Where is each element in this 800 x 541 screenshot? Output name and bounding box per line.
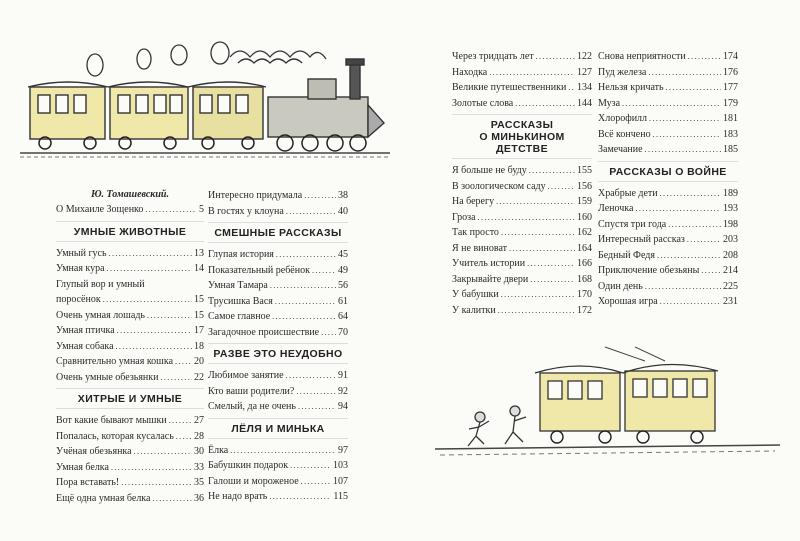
toc-entry[interactable]: [208, 489, 348, 505]
entry-page: 35: [194, 477, 204, 488]
entry-title: Один день: [598, 280, 643, 292]
entry-title: У бабушки: [452, 289, 499, 300]
entry-page: 162: [577, 227, 592, 238]
entry-title: Приключение обезьяны: [598, 265, 700, 276]
entry-title: Загадочное происшествие: [208, 326, 320, 338]
entry-page: 15: [194, 309, 204, 321]
entry-title: В гостях у клоуна: [208, 205, 284, 217]
entry-title: Кто ваши родители?: [208, 385, 295, 397]
toc-entry[interactable]: [452, 241, 592, 257]
toc-entry[interactable]: [598, 217, 738, 233]
toc-entry[interactable]: [208, 368, 348, 384]
entry-title: Интересно придумала: [208, 190, 303, 201]
toc-entry[interactable]: [452, 210, 592, 226]
toc-entry[interactable]: [208, 188, 348, 204]
entry-title: Ещё одна умная белка: [56, 492, 151, 504]
entry-page: 13: [194, 247, 204, 259]
section-title: УМНЫЕ ЖИВОТНЫЕ: [73, 225, 187, 238]
entry-page: 38: [338, 190, 348, 201]
entry-page: 45: [338, 249, 348, 260]
entry-title: Учитель истории: [452, 258, 526, 269]
entry-title: Умная собака: [56, 340, 114, 352]
toc-entry[interactable]: [452, 272, 592, 288]
entry-title: Смелый, да не очень: [208, 401, 296, 412]
entry-page: 33: [194, 461, 204, 473]
entry-page: 107: [333, 475, 348, 487]
entry-page: 5: [199, 204, 204, 215]
toc-entry[interactable]: [56, 370, 204, 386]
entry-title: Снова неприятности: [598, 51, 686, 62]
toc-entry[interactable]: [598, 232, 738, 248]
entry-page: 172: [577, 304, 592, 316]
entry-page: 164: [577, 242, 592, 254]
entry-title: поросёнок: [56, 294, 101, 305]
entry-title: Муза: [598, 97, 621, 109]
entry-title: Я не виноват: [452, 242, 508, 254]
entry-page: 30: [194, 446, 204, 457]
section-title: ХИТРЫЕ И УМНЫЕ: [77, 393, 183, 405]
entry-page: 27: [194, 415, 204, 426]
toc-entry[interactable]: [452, 303, 592, 319]
entry-page: 40: [338, 205, 348, 217]
entry-page: 174: [723, 51, 738, 62]
entry-page: 36: [194, 492, 204, 504]
toc-entry[interactable]: [598, 186, 738, 202]
entry-title: Хорошая игра: [598, 296, 658, 307]
toc-entry[interactable]: [208, 278, 348, 294]
entry-page: 179: [723, 97, 738, 109]
toc-entry[interactable]: [598, 111, 738, 127]
entry-page: 127: [577, 66, 592, 78]
entry-page: 49: [338, 264, 348, 276]
entry-title: Умная птичка: [56, 325, 115, 336]
entry-title: Пуд железа: [598, 66, 647, 78]
entry-title: Находка: [452, 66, 488, 78]
entry-title: Сравнительно умная кошка: [56, 356, 174, 367]
entry-page: 193: [723, 203, 738, 214]
toc-entry[interactable]: [598, 80, 738, 96]
entry-title: Великие путешественники: [452, 82, 567, 93]
entry-title: Интересный рассказ: [598, 234, 685, 245]
entry-page: 198: [723, 218, 738, 230]
toc-entry[interactable]: [598, 294, 738, 310]
toc-entry[interactable]: [56, 246, 204, 262]
toc-entry[interactable]: [452, 49, 592, 65]
entry-title: Пора вставать!: [56, 477, 120, 488]
entry-title: Замечание: [598, 144, 643, 155]
entry-title: О Михаиле Зощенко: [56, 204, 144, 215]
entry-page: 20: [194, 356, 204, 367]
entry-title: Спустя три года: [598, 218, 667, 230]
toc-entry[interactable]: [452, 194, 592, 210]
toc-entry[interactable]: [56, 339, 204, 355]
entry-page: 170: [577, 289, 592, 300]
toc-entry[interactable]: [208, 263, 348, 279]
entry-title: В зоологическом саду: [452, 180, 546, 192]
entry-title: Самое главное: [208, 311, 271, 322]
toc-entry[interactable]: [208, 294, 348, 310]
toc-entry[interactable]: [598, 201, 738, 217]
section-title: ЛЁЛЯ И МИНЬКА: [231, 422, 325, 435]
toc-entry[interactable]: [56, 323, 204, 339]
toc-entry[interactable]: [598, 96, 738, 112]
train-illustration: [20, 35, 395, 165]
toc-entry[interactable]: [208, 384, 348, 400]
section-title: РАССКАЗЫ О ВОЙНЕ: [609, 165, 727, 178]
entry-page: 160: [577, 211, 592, 223]
toc-column-4: [598, 49, 738, 310]
entry-page: 144: [577, 97, 592, 109]
toc-entry[interactable]: [598, 127, 738, 143]
entry-title: Бабушкин подарок: [208, 460, 289, 471]
entry-page: 97: [338, 444, 348, 456]
toc-entry[interactable]: [452, 163, 592, 179]
toc-entry[interactable]: [56, 354, 204, 370]
entry-page: 177: [723, 82, 738, 93]
entry-title: Гроза: [452, 211, 476, 223]
entry-page: 159: [577, 196, 592, 207]
entry-title: Учёная обезьянка: [56, 446, 132, 457]
entry-page: 115: [333, 491, 348, 502]
toc-entry[interactable]: [208, 399, 348, 415]
entry-page: 103: [333, 460, 348, 471]
entry-page: 15: [194, 294, 204, 305]
entry-page: 64: [338, 311, 348, 322]
entry-title: Умный гусь: [56, 247, 107, 259]
entry-title: Закрывайте двери: [452, 273, 529, 285]
entry-page: 122: [577, 51, 592, 62]
entry-title: Леночка: [598, 203, 634, 214]
toc-entry[interactable]: [452, 65, 592, 81]
toc-entry[interactable]: [452, 225, 592, 241]
entry-page: 189: [723, 187, 738, 199]
toc-entry[interactable]: [598, 65, 738, 81]
entry-page: 70: [338, 326, 348, 338]
toc-entry[interactable]: [208, 443, 348, 459]
toc-entry[interactable]: [208, 247, 348, 263]
section-title: СМЕШНЫЕ РАССКАЗЫ: [214, 227, 342, 239]
toc-column-3: [452, 49, 592, 318]
toc-entry[interactable]: [598, 142, 738, 158]
entry-page: 155: [577, 165, 592, 176]
toc-entry[interactable]: [56, 202, 204, 218]
toc-entry[interactable]: [56, 308, 204, 324]
entry-page: 17: [194, 325, 204, 336]
toc-column-1: [56, 188, 204, 506]
entry-title: Трусишка Вася: [208, 295, 273, 307]
entry-title: Всё кончено: [598, 128, 651, 140]
entry-page: 18: [194, 340, 204, 352]
entry-page: 183: [723, 128, 738, 140]
toc-entry[interactable]: [208, 204, 348, 220]
entry-page: 225: [723, 280, 738, 292]
entry-page: 22: [194, 371, 204, 383]
toc-entry[interactable]: [452, 287, 592, 303]
entry-title: Ёлка: [208, 444, 229, 456]
entry-title: Галоши и мороженое: [208, 475, 299, 487]
entry-page: 56: [338, 280, 348, 291]
entry-title: Я больше не буду: [452, 165, 527, 176]
entry-title: Глупая история: [208, 249, 274, 260]
toc-entry[interactable]: [452, 80, 592, 96]
entry-title: Умная Тамара: [208, 280, 268, 291]
entry-title: Золотые слова: [452, 97, 514, 109]
entry-page: 166: [577, 258, 592, 269]
entry-page: 214: [723, 265, 738, 276]
toc-entry[interactable]: [208, 458, 348, 474]
entry-title: Любимое занятие: [208, 370, 284, 381]
toc-entry[interactable]: [208, 325, 348, 341]
entry-title: Очень умная лошадь: [56, 309, 145, 321]
section-title: РАЗВЕ ЭТО НЕУДОБНО: [213, 348, 343, 360]
entry-title: Бедный Федя: [598, 249, 655, 261]
entry-page: 208: [723, 249, 738, 261]
entry-page: 168: [577, 273, 592, 285]
toc-entry[interactable]: [452, 256, 592, 272]
toc-entry[interactable]: [56, 292, 204, 308]
entry-page: 61: [338, 295, 348, 307]
entry-title: Умная белка: [56, 461, 109, 473]
toc-entry[interactable]: [56, 475, 204, 491]
entry-page: 203: [723, 234, 738, 245]
toc-column-2: [208, 188, 348, 505]
section-title-line-1: РАССКАЗЫ: [490, 119, 554, 131]
entry-title: Не надо врать: [208, 491, 268, 502]
entry-page: 176: [723, 66, 738, 78]
entry-title: Так просто: [452, 227, 499, 238]
section-title-line-2: О МИНЬКИНОМ ДЕТСТВЕ: [479, 131, 565, 155]
toc-entry[interactable]: [452, 179, 592, 195]
entry-page: 134: [577, 82, 592, 93]
toc-entry[interactable]: [598, 49, 738, 65]
entry-page: 231: [723, 296, 738, 307]
tram-illustration: [435, 345, 780, 470]
entry-title: Показательный ребёнок: [208, 264, 310, 276]
toc-entry[interactable]: [56, 413, 204, 429]
entry-page: 92: [338, 385, 348, 397]
entry-title: Умная кура: [56, 263, 105, 274]
toc-entry[interactable]: [56, 261, 204, 277]
entry-title: Очень умные обезьянки: [56, 371, 159, 383]
entry-title: Попалась, которая кусалась: [56, 430, 174, 442]
entry-title: Нельзя кричать: [598, 82, 664, 93]
entry-page: 94: [338, 401, 348, 412]
toc-entry[interactable]: [598, 248, 738, 264]
entry-title: Глупый вор и умный: [56, 278, 145, 290]
toc-entry[interactable]: [452, 96, 592, 112]
toc-entry[interactable]: [56, 277, 204, 293]
toc-entry[interactable]: [208, 474, 348, 490]
toc-entry[interactable]: [208, 309, 348, 325]
toc-entry[interactable]: [56, 460, 204, 476]
toc-entry[interactable]: [598, 263, 738, 279]
entry-page: 156: [577, 180, 592, 192]
entry-page: 185: [723, 144, 738, 155]
toc-entry[interactable]: [56, 429, 204, 445]
entry-page: 14: [194, 263, 204, 274]
entry-title: Хлорофилл: [598, 113, 648, 124]
entry-title: Храбрые дети: [598, 187, 658, 199]
author-name: Ю. Томашевский.: [90, 189, 169, 200]
entry-title: Через тридцать лет: [452, 51, 534, 62]
entry-title: На берегу: [452, 196, 495, 207]
toc-entry[interactable]: [56, 491, 204, 507]
toc-entry[interactable]: [56, 444, 204, 460]
entry-page: 91: [338, 370, 348, 381]
entry-title: У калитки: [452, 304, 496, 316]
toc-entry[interactable]: [598, 279, 738, 295]
entry-title: Вот какие бывают мышки: [56, 415, 167, 426]
entry-page: 181: [723, 113, 738, 124]
entry-page: 28: [194, 430, 204, 442]
